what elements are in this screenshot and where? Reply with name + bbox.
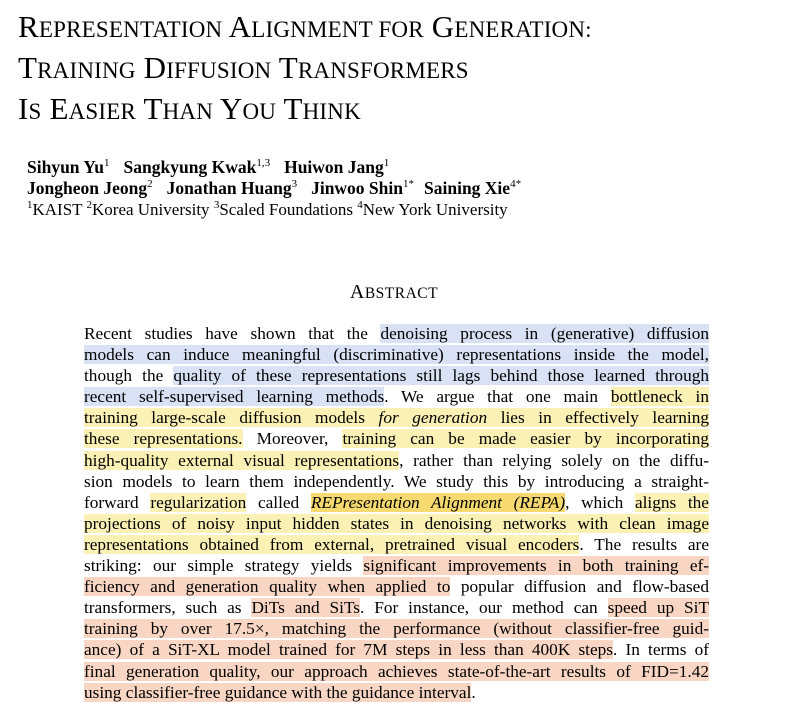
highlight-orange: ficiency and generation quality when applied to: [84, 577, 451, 597]
title-line-2: TRAINING DIFFUSION TRANSFORMERS: [18, 50, 469, 85]
highlight-yellow: representations obtained from external, pretrained visual encoders: [84, 534, 580, 554]
author-affiliation-mark: 4*: [510, 178, 522, 190]
abstract-line: [84, 513, 709, 534]
highlight-yellow: training can be made easier by incorporating: [342, 429, 709, 449]
author-affiliation-mark: 1: [383, 157, 390, 169]
abstract-heading: ABSTRACT: [349, 281, 439, 303]
affiliation-name: KAIST: [32, 200, 83, 219]
affiliation-row: $^1$KAIST $^2$Korea University $^3$Scaled Foundations $^4$New York University: [27, 199, 508, 219]
highlight-blue: quality of these representations still lags behind those learned through: [173, 366, 709, 386]
author-name: Sangkyung Kwak: [123, 157, 257, 177]
abstract-line: striking: our simple strategy yields significant improvements in both training ef-: [84, 556, 710, 576]
abstract-line: representations obtained from external, pretrained visual encoders. The results are: [84, 534, 709, 554]
abstract-line: recent self-supervised learning methods. We argue that one main bottleneck in: [84, 387, 709, 407]
abstract-line: ance) of a SiT-XL model trained for 7M steps in less than 400K steps. In terms of: [84, 640, 710, 660]
highlight-yellow: projections of noisy input hidden states in denoising networks with clean image: [84, 513, 709, 533]
highlight-orange: DiTs and SiTs: [251, 598, 361, 618]
author-name: Sihyun Yu: [27, 157, 105, 177]
highlight-orange: training by over 17.5×, matching the performance (without classifier-free guid-: [84, 619, 709, 639]
highlight-yellow: high-quality external visual representations: [84, 450, 400, 470]
abstract-line: [84, 407, 709, 428]
highlight-orange: final generation quality, our approach achieves state-of-the-art results of FID=1.42: [84, 661, 709, 681]
abstract-line: these representations. Moreover, training can be made easier by incorporating: [84, 429, 709, 449]
affiliation-name: Scaled Foundations: [219, 200, 353, 219]
abstract-line: using classifier-free guidance with the guidance interval.: [84, 682, 476, 702]
highlight-yellow: aligns the: [634, 492, 709, 512]
abstract-line: forward regularization called REPresentation Alignment (REPA), which aligns the: [84, 492, 709, 512]
affiliation-name: Korea University: [92, 200, 210, 219]
title-line-3: IS EASIER THAN YOU THINK: [18, 91, 361, 126]
author-name: Jonathan Huang: [166, 178, 292, 198]
abstract-line: [84, 618, 709, 639]
abstract-line: sion models to learn them independently. We study this by introducing a straight-: [84, 471, 709, 491]
author-affiliation-mark: 3: [291, 178, 298, 190]
abstract-body: [84, 323, 709, 703]
author-block: [27, 157, 521, 220]
affiliation-name: New York University: [362, 200, 508, 219]
author-name: Jongheon Jeong: [27, 178, 148, 198]
abstract-line: transformers, such as DiTs and SiTs. For instance, our method can speed up SiT: [84, 598, 709, 618]
abstract-line: [84, 344, 709, 365]
highlight-orange: speed up SiT: [607, 598, 709, 618]
author-name: Huiwon Jang: [284, 157, 384, 177]
abstract-line: though the quality of these representations still lags behind those learned through: [84, 366, 709, 386]
author-affiliation-mark: 1: [104, 157, 110, 169]
abstract-line: [84, 661, 709, 682]
highlight-orange: significant improvements in both training ef-: [363, 556, 710, 576]
highlight-yellow: regularization: [150, 492, 247, 512]
author-affiliation-mark: 1,3: [256, 157, 271, 169]
author-affiliation-mark: 2: [147, 178, 153, 190]
highlight-yellow: these representations.: [84, 429, 243, 449]
highlight-yellow: bottleneck in: [610, 387, 709, 407]
author-name: Saining Xie: [424, 178, 511, 198]
abstract-line: Recent studies have shown that the denoising process in (generative) diffusion: [84, 324, 709, 343]
highlight-dark-yellow: REPresentation Alignment (REPA): [310, 492, 566, 512]
highlight-yellow: training large-scale diffusion models for generation lies in effectively learning: [84, 408, 710, 428]
highlight-orange: ance) of a SiT-XL model trained for 7M steps in less than 400K steps: [84, 640, 614, 660]
highlight-blue: denoising process in (generative) diffusion: [380, 324, 709, 343]
paper-title: [18, 8, 592, 131]
author-row-2: [27, 178, 521, 199]
highlight-blue: recent self-supervised learning methods: [84, 387, 385, 407]
highlight-orange: using classifier-free guidance with the guidance interval: [84, 682, 472, 702]
author-affiliation-mark: 1*: [403, 178, 414, 190]
abstract-line: high-quality external visual representations, rather than relying solely on the diffu-: [84, 450, 709, 470]
highlight-blue: models can induce meaningful (discriminative) representations inside the model,: [84, 345, 709, 365]
abstract-line: ficiency and generation quality when applied to popular diffusion and flow-based: [84, 577, 709, 597]
author-name: Jinwoo Shin: [311, 178, 403, 198]
title-line-1: REPRESENTATION ALIGNMENT FOR GENERATION:: [18, 9, 592, 44]
author-row-1: [27, 157, 521, 178]
